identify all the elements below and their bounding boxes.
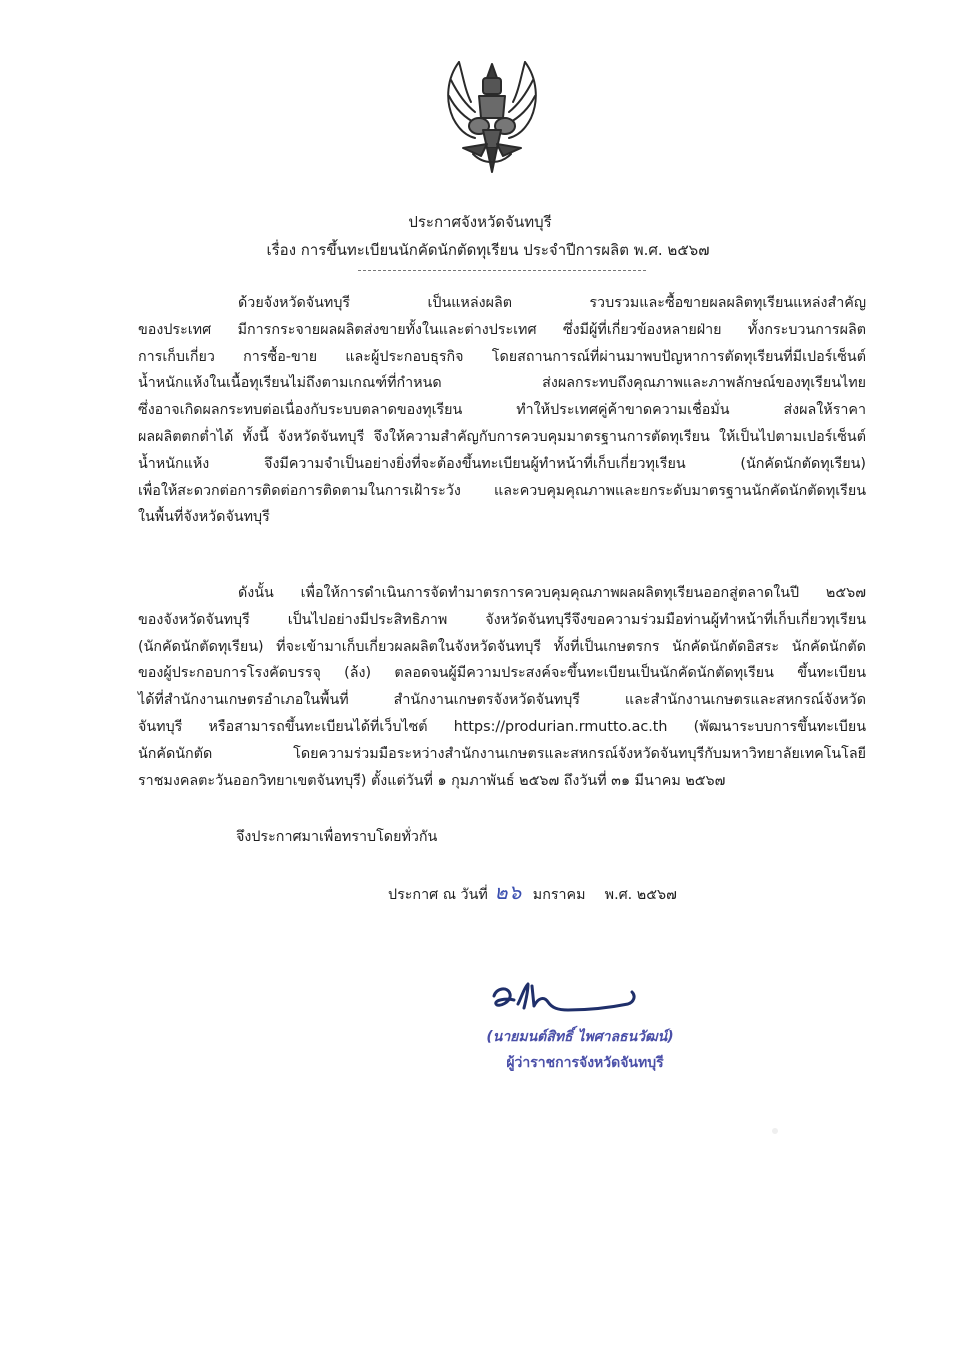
paragraph-line: ของประเทศ มีการกระจายผลผลิตส่งขายทั้งในและต่างประเทศ ซึ่งมีผู้ที่เกี่ยวข้องหลายฝ่าย ทั้งกระบวนการผลิต [138,321,866,338]
paragraph-line: ผลผลิตตกต่ำได้ ทั้งนี้ จังหวัดจันทบุรี จึงให้ความสำคัญกับการควบคุมมาตรฐานการตัดทุเรียน ให้เป็นไปตามเปอร์เซ็นต์ [138,428,866,445]
paragraph-background [138,290,866,531]
paragraph-line: ดังนั้น เพื่อให้การดำเนินการจัดทำมาตรการควบคุมคุณภาพผลผลิตทุเรียนออกสู่ตลาดในปี ๒๕๖๗ [238,585,866,601]
paragraph-line: ด้วยจังหวัดจันทบุรี เป็นแหล่งผลิต รวบรวมและซื้อขายผลผลิตทุเรียนแหล่งสำคัญ [238,295,866,311]
paragraph-line: ซึ่งอาจเกิดผลกระทบต่อเนื่องกับระบบตลาดของทุเรียน ทำให้ประเทศคู่ค้าขาดความเชื่อมั่น ส่งผลให้ราคา [138,402,866,419]
closing-statement: จึงประกาศมาเพื่อทราบโดยทั่วกัน [236,829,438,845]
signature-icon [488,978,638,1022]
date-day-handwritten: ๒๖ [494,880,523,904]
signer-position: ผู้ว่าราชการจังหวัดจันทบุรี [506,1055,664,1071]
separator-line [358,270,646,271]
signer-name: (นายมนต์สิทธิ์ ไพศาลธนวัฒน์) [486,1029,674,1045]
paragraph-line: การเก็บเกี่ยว การซื้อ-ขาย และผู้ประกอบธุรกิจ โดยสถานการณ์ที่ผ่านมาพบปัญหาการตัดทุเรียนที่มีเปอร์เซ็นต์ [138,348,866,365]
paragraph-line: ของจังหวัดจันทบุรี เป็นไปอย่างมีประสิทธิภาพ จังหวัดจันทบุรีจึงขอความร่วมมือท่านผู้ทำหน้าที่เก็บเกี่ยวทุเรียน [138,611,866,628]
paragraph-line: ในพื้นที่จังหวัดจันทบุรี [138,509,270,526]
paragraph-line: ได้ที่สำนักงานเกษตรอำเภอในพื้นที่ สำนักงานเกษตรจังหวัดจันทบุรี และสำนักงานเกษตรและสหกรณ์จังหวัด [138,692,866,709]
paragraph-line: น้ำหนักแห้งในเนื้อทุเรียนไม่ถึงตามเกณฑ์ที่กำหนด ส่งผลกระทบถึงคุณภาพและภาพลักษณ์ของทุเรียนไทย [138,375,866,392]
paragraph-line: เพื่อให้สะดวกต่อการติดต่อการติดตามในการเฝ้าระวัง และควบคุมคุณภาพและยกระดับมาตรฐานนักคัดนักตัดทุเรียน [138,482,866,499]
paragraph-request [138,580,866,794]
date-month: มกราคม [532,887,586,903]
date-prefix: ประกาศ ณ วันที่ [388,887,488,903]
paragraph-line: ของผู้ประกอบการโรงคัดบรรจุ (ล้ง) ตลอดจนผู้มีความประสงค์จะขึ้นทะเบียนเป็นนักคัดนักตัดทุเรียน ขึ้นทะเบียน [138,665,866,682]
paragraph-line: (นักคัดนักตัดทุเรียน) ที่จะเข้ามาเก็บเกี่ยวผลผลิตในจังหวัดจันทบุรี ทั้งที่เป็นเกษตรกร นักคัดนักตัดอิสระ นักคัดนักตัด [138,638,866,655]
paragraph-line: ราชมงคลตะวันออกวิทยาเขตจันทบุรี) ตั้งแต่วันที่ ๑ กุมภาพันธ์ ๒๕๖๗ ถึงวันที่ ๓๑ มีนาคม ๒๕๖๗ [138,772,726,789]
paragraph-line-website: จันทบุรี หรือสามารถขึ้นทะเบียนได้ที่เว็บไซต์ https://produrian.rmutto.ac.th (พัฒนาระบบการขึ้นทะเบียน [138,718,866,735]
scan-artifact [772,1128,778,1134]
garuda-emblem-icon [437,56,547,178]
paragraph-line: นักคัดนักตัด โดยความร่วมมือระหว่างสำนักงานเกษตรและสหกรณ์จังหวัดจันทบุรีกับมหาวิทยาลัยเทคโนโลยี [138,745,866,762]
announcement-subject: เรื่อง การขึ้นทะเบียนนักคัดนักตัดทุเรียน ประจำปีการผลิต พ.ศ. ๒๕๖๗ [266,241,710,259]
date-year: พ.ศ. ๒๕๖๗ [604,887,677,903]
announcement-title: ประกาศจังหวัดจันทบุรี [408,213,552,231]
announcement-date [388,876,677,908]
paragraph-line: น้ำหนักแห้ง จึงมีความจำเป็นอย่างยิ่งที่จะต้องขึ้นทะเบียนผู้ทำหน้าที่เก็บเกี่ยวทุเรียน (นักคัดนักตัดทุเรียน) [138,455,866,472]
